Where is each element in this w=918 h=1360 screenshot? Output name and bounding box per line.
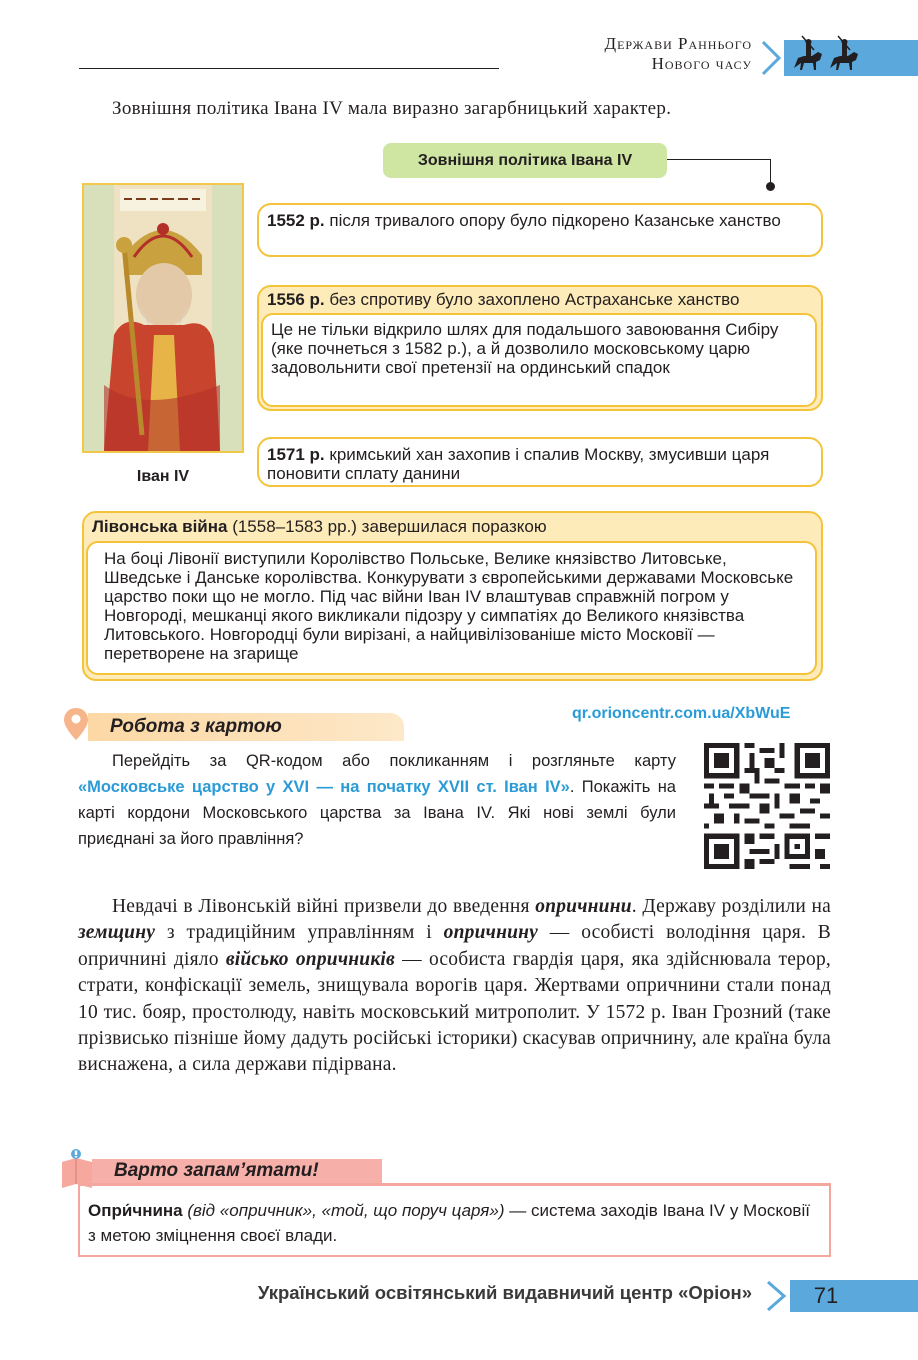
qr-code[interactable] (704, 743, 830, 869)
term-oprichnina-2: опричнину (443, 922, 539, 944)
intro-sentence: Зовнішня політика Івана IV мала виразно загарбницький характер. (112, 98, 672, 119)
definition-term: Опри́чнина (88, 1201, 183, 1220)
term-oprichnina: опричнини (535, 896, 632, 917)
definition-etymology: (від «опричник», «той, що поруч царя») (187, 1201, 505, 1220)
event-year: 1556 р. (267, 290, 325, 309)
event-text: кримський хан захопив і спалив Москву, змусивши царя поновити сплату данини (267, 445, 770, 483)
horse-riders-icon (790, 34, 870, 76)
connector-line (667, 159, 771, 185)
remember-title: Варто запам’ятати! (114, 1160, 319, 1181)
diagram-title: Зовнішня політика Івана IV (383, 143, 667, 178)
livonian-war-box (82, 511, 823, 681)
oprichnina-paragraph: Невдачі в Лівонській війні призвели до введення опричнини. Державу розділили на земщину з традиційним управлінням і опричнину — особисті володіння царя. В опричнині діяло військо опричників — особиста гвардія царя, яка здійснювала терор, страти, конфіскації земель, знищувала ворогів царя. Жертвами опричнини стали понад 10 тис. бояр, простолюду, навіть московський митрополит. У 1572 р. Іван Грозний (таке прізвисько пізніше йому дадуть російські історики) скасував опричнину, але країна була виснажена, а сила держави підірвана. (78, 896, 831, 1076)
header-rule (79, 68, 499, 69)
event-1571-box (257, 437, 823, 487)
definition-text: — система заходів Івана IV у Московії з метою зміцнення своєї влади. (88, 1201, 810, 1245)
chevron-right-icon (760, 40, 782, 76)
portrait-caption: Іван IV (136, 468, 190, 485)
map-pin-icon (62, 706, 90, 742)
event-year: 1552 р. (267, 211, 325, 230)
livonian-war-name: Лівонська війна (92, 517, 228, 536)
map-section-title: Робота з картою (110, 716, 282, 737)
event-text: без спротиву було захоплено Астраханське ханство (324, 290, 740, 309)
event-1556-box (257, 285, 823, 411)
map-link[interactable]: «Московське царство у XVI — на початку XVII ст. Іван IV» (78, 778, 570, 796)
chapter-title: Держави Раннього Нового часу (604, 34, 752, 73)
chevron-right-icon (764, 1280, 788, 1312)
event-year: 1571 р. (267, 445, 325, 464)
livonian-war-detail: На боці Лівонії виступили Королівство Польське, Велике князівство Литовське, Шведське і Данське королівства. Конкурувати з європейськими державами Московське царство поки що не могло. Під час війни Іван IV влаштував справжній погром у Новгороді, мешканці якого викликали підозру у симпатіях до Великого князівства Литовського. Новгородці були вирізані, а найцивілізованіше місто Московії — перетворене на згарище (86, 541, 817, 675)
remember-box (78, 1183, 831, 1257)
event-1552-box (257, 203, 823, 257)
page-number: 71 (813, 1283, 839, 1308)
publisher-name: Український освітянський видавничий центр «Оріон» (257, 1282, 752, 1303)
term-oprichniki-army: військо опричників (225, 948, 395, 970)
event-text: після тривалого опору було підкорено Казанське ханство (324, 211, 781, 230)
livonian-war-summary: (1558–1583 рр.) завершилася поразкою (227, 517, 547, 536)
event-detail: Це не тільки відкрило шлях для подальшого завоювання Сибіру (яке почнеться з 1582 р.), а й дозволило московському царю задовольнити свої претензії на ординський спадок (261, 313, 817, 407)
qr-link[interactable]: qr.orioncentr.com.ua/XbWuE (572, 705, 791, 722)
term-zemshchina: земщину (78, 922, 156, 944)
map-task-text: Перейдіть за QR-кодом або покликанням і розгляньте карту «Московське царство у XVI — на початку XVII ст. Іван IV». Покажіть на карті кордони Московського царства за Івана IV. Які нові землі були приєднані за його правління? (78, 752, 676, 848)
connector-dot (766, 182, 775, 191)
portrait-ivan-iv (82, 183, 244, 453)
